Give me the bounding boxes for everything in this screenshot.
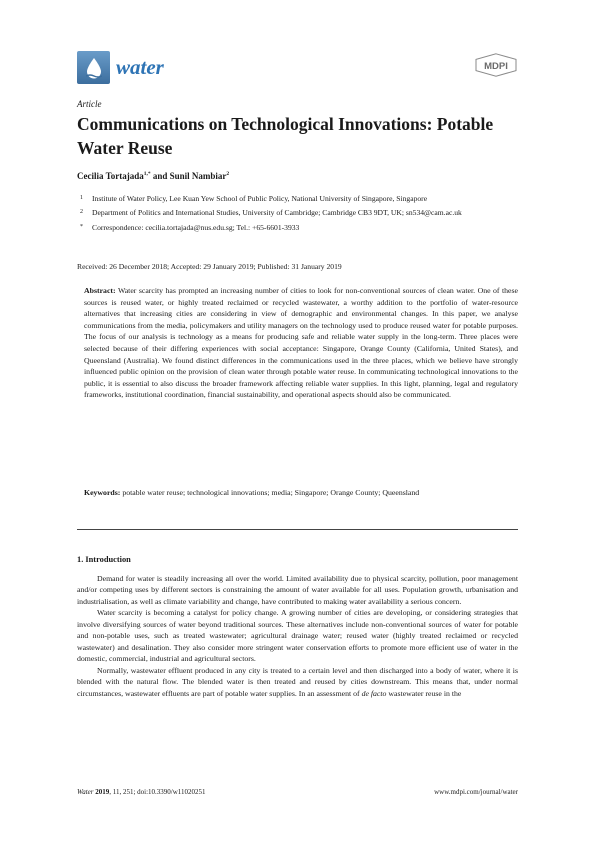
journal-url[interactable]: www.mdpi.com/journal/water [434,788,518,796]
citation-details: , 11, 251; doi:10.3390/w11020251 [109,788,206,796]
article-type: Article [77,99,102,109]
publisher-name: MDPI [484,60,508,72]
paragraph-text: Normally, wastewater effluent produced in any city is treated to a certain level and then discharged into a body of water, where it is blended with the natural flow. The blended water is then treated and reused by cities downstream. This means that, under normal circumstances, wastewater effluents are part of potable water supplies. In an assessment of [77,665,518,698]
paragraph [77,665,518,699]
affiliation-text: Institute of Water Policy, Lee Kuan Yew School of Public Policy, National University of Singapore, Singapore [92,194,428,203]
affiliation-mark: 1 [80,195,83,201]
abstract-label: Abstract: [84,286,116,295]
paragraph: Demand for water is steadily increasing all over the world. Limited availability due to physical scarcity, pollution, poor management and/or competing uses by different sectors is constraining the amount of water available for all uses. Population growth, urbanisation and industrialisation, as well as climate variability and change, have contributed to making water availability a serious concern. [77,574,518,606]
page-footer [77,788,518,796]
mdpi-logo [474,53,518,77]
author-name: Cecilia Tortajada [77,171,144,181]
keywords-label: Keywords: [84,488,121,497]
keywords-text: potable water reuse; technological innovations; media; Singapore; Orange County; Queensland [122,488,420,497]
affiliation-item [80,193,520,204]
affiliation-mark: 2 [80,209,83,216]
citation-journal: Water [77,788,94,796]
correspondence-item [80,222,520,233]
water-drop-icon [77,51,110,84]
publication-dates: Received: 26 December 2018; Accepted: 29 January 2019; Published: 31 January 2019 [77,262,342,271]
paragraph-text: wastewater reuse in the [386,688,462,698]
abstract-text: Water scarcity has prompted an increasing number of cities to look for non-conventional sources of clean water. One of these sources is reused water, or highly treated reclaimed or recycled wastewater, a worthy addition to the portfolio of water-resource alternatives that increasing cities are considering in view of demographic and environmental changes. In this paper, we analyse communications from the media, policymakers and utility managers on the technology used to produce reused water for potable purposes. The focus of our analysis is technology as a means for producing safe and reliable water supply in the long-term. Three places were selected because of their differing experiences with social acceptance: Singapore, Orange County (California, United States), and Queensland (Australia). We found distinct differences in the communications used in the three places, which we believe have strongly influenced public opinion on the provision of clean water through potable water reuse. In communicating technological innovations to the public, it is essential to also discuss the broader framework affecting reliable water supplies. In this light, planning, legal and regulatory frameworks, institutional coordination, financial sustainability, and operational aspects should also be communicated. [84,286,518,400]
journal-logo [77,51,164,84]
affiliation-text: Department of Politics and International Studies, University of Cambridge; Cambridge CB3 9DT, UK; sn534@cam.ac.uk [92,208,462,218]
author-list [77,171,229,181]
section-divider [77,529,518,530]
citation [77,788,206,796]
emphasis-text: de facto [361,688,387,698]
affiliations [80,193,520,236]
citation-year: 2019 [95,788,110,796]
author-affil-mark: 1,* [143,171,151,177]
paragraph: Water scarcity is becoming a catalyst for policy change. A growing number of cities are developing, or considering strategies that involve diversifying sources of water beyond traditional sources. These alternatives include non-conventional sources of water for potable and non-potable uses, such as treated wastewater; agricultural drainage water; reused water (highly treated reclaimed or recycled wastewater) and desalination. They also consider more stringent water conservation efforts to promote more efficient use of water in the domestic, commercial, industrial and agricultural sectors. [77,608,518,664]
affiliation-item [80,207,520,218]
author-name: Sunil Nambiar [169,171,227,181]
abstract [84,285,518,401]
author-affil-mark: 2 [226,171,230,177]
journal-name: water [116,55,164,79]
correspondence-text: Correspondence: cecilia.tortajada@nus.edu.sg; Tel.: +65-6601-3933 [92,222,300,232]
introduction-body [77,573,518,699]
author-conjunction: and [150,171,170,181]
section-heading: 1. Introduction [77,555,131,564]
affiliation-mark: * [80,223,83,230]
keywords [84,487,518,499]
article-title: Communications on Technological Innovations: Potable Water Reuse [77,114,494,158]
